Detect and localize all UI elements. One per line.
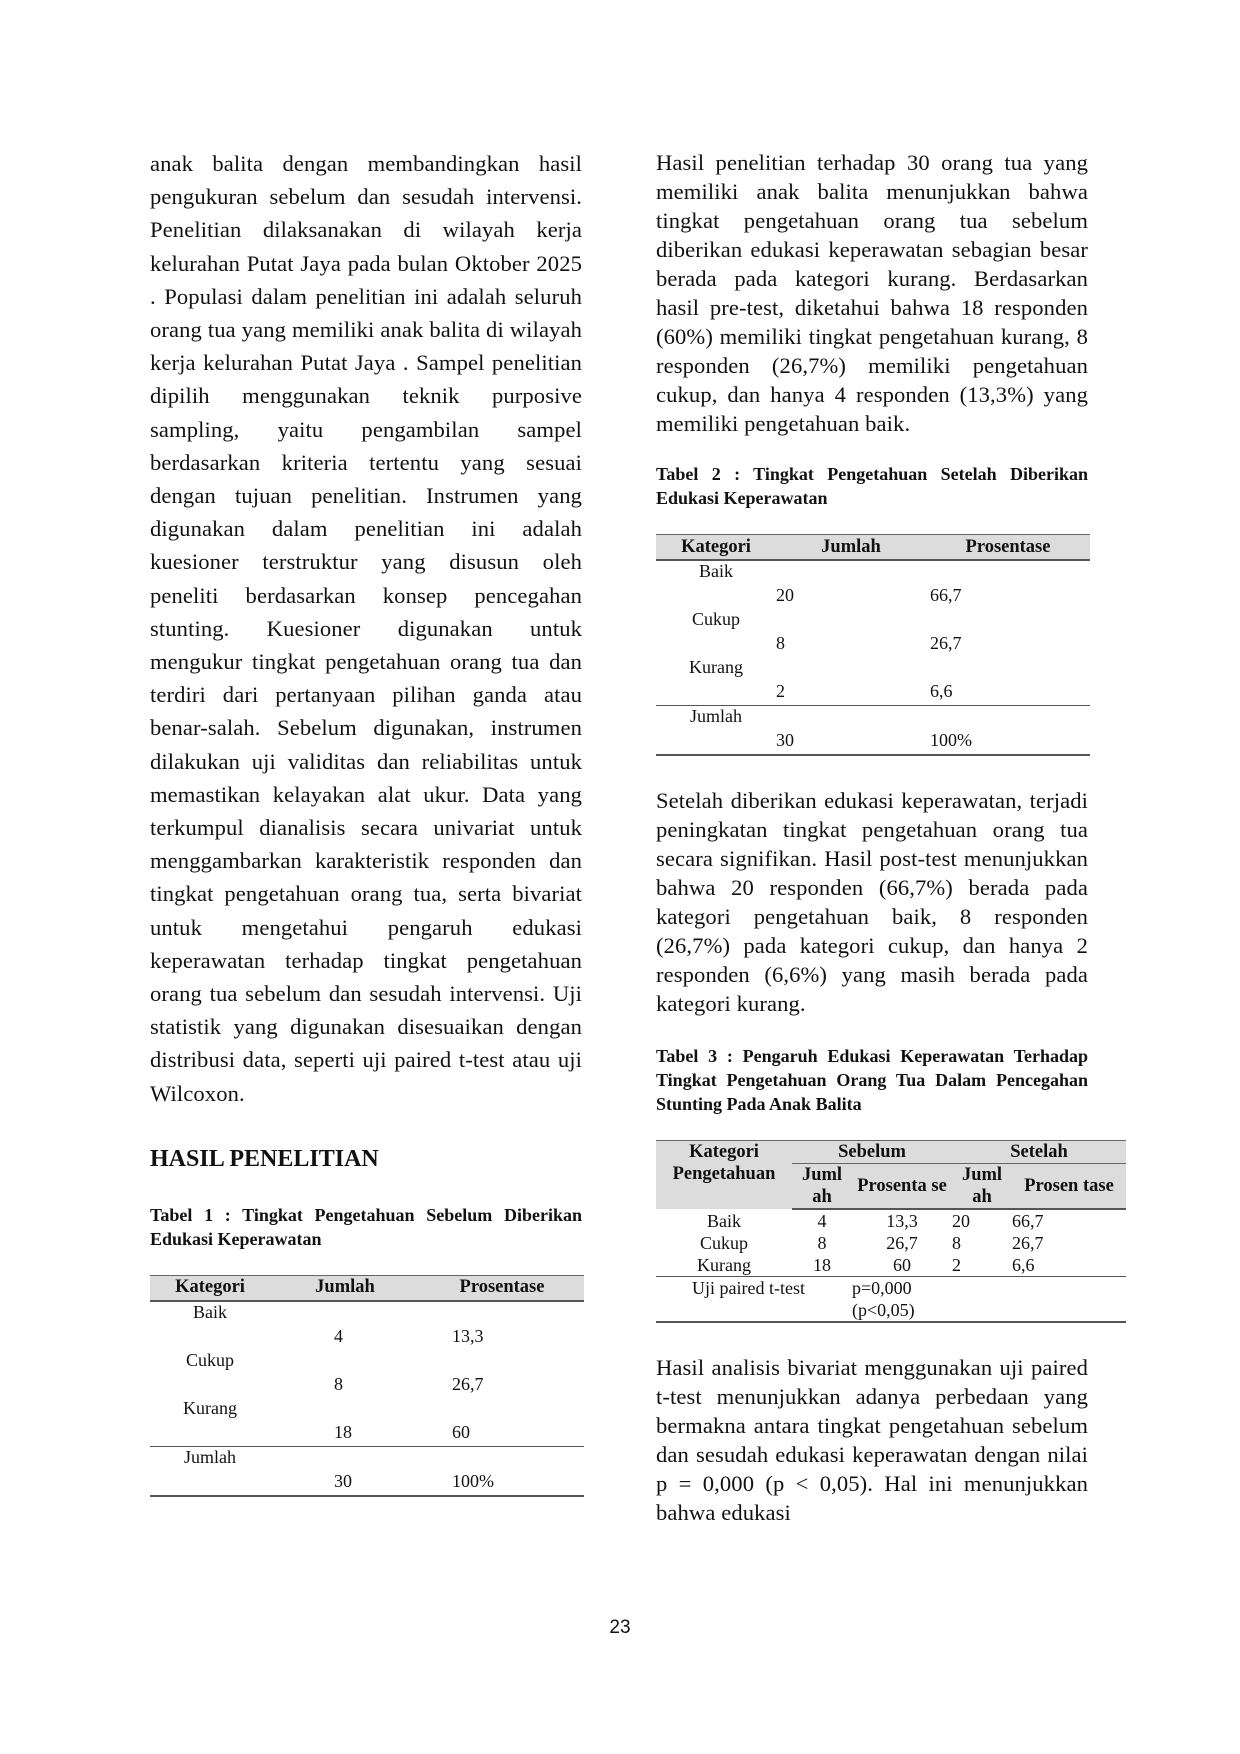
cell-kategori: Baik	[193, 1301, 227, 1322]
table-row-total	[150, 1446, 584, 1471]
cell-jumlah: 18	[334, 1421, 352, 1442]
cell-setelah-jumlah: 20	[952, 1211, 970, 1231]
table-row	[656, 1209, 1126, 1232]
column-subheader: Prosenta se	[852, 1164, 952, 1210]
cell-jumlah: 2	[776, 681, 785, 701]
column-header: Jumlah	[270, 1275, 420, 1301]
cell-uji-p2: (p<0,05)	[852, 1299, 1126, 1322]
table-row-uji	[656, 1277, 1126, 1300]
cell-kategori: Jumlah	[150, 1446, 270, 1471]
cell-jumlah: 30	[270, 1471, 420, 1496]
table-row	[150, 1350, 584, 1374]
right-column	[656, 148, 1114, 1527]
table-row	[656, 609, 1090, 633]
table-row	[656, 633, 1090, 657]
cell-jumlah: 8	[776, 633, 785, 653]
cell-kategori: Jumlah	[656, 706, 776, 731]
cell-prosentase: 13,3	[452, 1325, 484, 1346]
cell-uji-label: Uji paired t-test	[656, 1277, 852, 1300]
column-header: Kategori	[150, 1275, 270, 1301]
cell-sebelum-jumlah: 18	[813, 1255, 831, 1275]
table-row	[150, 1326, 584, 1350]
body-paragraph: anak balita dengan membandingkan hasil pengukuran sebelum dan sesudah intervensi. Penelitian dilaksanakan di wilayah kerja kelurahan Putat Jaya pada bulan Oktober 2025 . Populasi dalam penelitian ini adalah seluruh orang tua yang memiliki anak balita di wilayah kerja kelurahan Putat Jaya . Sampel penelitian dipilih menggunakan teknik purposive sampling, yaitu pengambilan sampel berdasarkan kriteria tertentu yang sesuai dengan tujuan penelitian. Instrumen yang digunakan dalam penelitian ini adalah kuesioner terstruktur yang disusun oleh peneliti berdasarkan konsep pencegahan stunting. Kuesioner digunakan untuk mengukur tingkat pengetahuan orang tua dan terdiri dari pertanyaan pilihan ganda atau benar-salah. Sebelum digunakan, instrumen dilakukan uji validitas dan reliabilitas untuk memastikan kelayakan alat ukur. Data yang terkumpul dianalisis secara univariat untuk menggambarkan karakteristik responden dan tingkat pengetahuan orang tua, serta bivariat untuk mengetahui pengaruh edukasi keperawatan terhadap tingkat pengetahuan orang tua sebelum dan sesudah intervensi. Uji statistik yang digunakan disesuaikan dengan distribusi data, seperti uji paired t-test atau uji Wilcoxon.	[150, 151, 582, 1106]
cell-jumlah: 4	[334, 1325, 343, 1346]
table-3	[656, 1140, 1126, 1323]
cell-kategori: Kurang	[697, 1255, 751, 1275]
table-row	[656, 657, 1090, 681]
table-caption: Tabel 2 : Tingkat Pengetahuan Setelah Diberikan Edukasi Keperawatan	[656, 464, 1088, 508]
cell-setelah-jumlah: 8	[952, 1233, 961, 1253]
cell-sebelum-prosentase: 26,7	[886, 1233, 918, 1253]
body-paragraph: Hasil analisis bivariat menggunakan uji paired t-test menunjukkan adanya perbedaan yang bermakna antara tingkat pengetahuan sebelum dan sesudah edukasi keperawatan dengan nilai p = 0,000 (p < 0,05). Hal ini menunjukkan bahwa edukasi	[656, 1355, 1088, 1525]
cell-sebelum-jumlah: 4	[817, 1211, 827, 1231]
column-header: Jumlah	[776, 535, 926, 561]
column-header: Setelah	[952, 1141, 1126, 1164]
table-1	[150, 1275, 584, 1497]
body-paragraph: Setelah diberikan edukasi keperawatan, terjadi peningkatan tingkat pengetahuan orang tua secara signifikan. Hasil post-test menunjukkan bahwa 20 responden (66,7%) berada pada kategori pengetahuan baik, 8 responden (26,7%) pada kategori cukup, dan hanya 2 responden (6,6%) yang masih berada pada kategori kurang.	[656, 788, 1088, 1016]
cell-setelah-prosentase: 66,7	[1012, 1211, 1044, 1231]
table-2	[656, 534, 1090, 756]
body-paragraph: Hasil penelitian terhadap 30 orang tua yang memiliki anak balita menunjukkan bahwa tingkat pengetahuan orang tua sebelum diberikan edukasi keperawatan sebagian besar berada pada kategori kurang. Berdasarkan hasil pre-test, diketahui bahwa 18 responden (60%) memiliki tingkat pengetahuan kurang, 8 responden (26,7%) memiliki pengetahuan cukup, dan hanya 4 responden (13,3%) yang memiliki pengetahuan baik.	[656, 150, 1088, 436]
column-header: Kategori	[656, 535, 776, 561]
table-caption: Tabel 1 : Tingkat Pengetahuan Sebelum Diberikan Edukasi Keperawatan	[150, 1204, 582, 1249]
cell-jumlah: 20	[776, 585, 794, 605]
table-row	[656, 560, 1090, 585]
table-row	[656, 681, 1090, 706]
table-row	[656, 585, 1090, 609]
cell-sebelum-prosentase: 60	[893, 1255, 911, 1275]
table-row-total	[656, 706, 1090, 731]
table-caption: Tabel 3 : Pengaruh Edukasi Keperawatan Terhadap Tingkat Pengetahuan Orang Tua Dalam Pencegahan Stunting Pada Anak Balita	[656, 1046, 1088, 1114]
cell-setelah-jumlah: 2	[952, 1255, 961, 1275]
page-number: 23	[609, 1617, 631, 1638]
cell-kategori: Cukup	[691, 609, 740, 629]
cell-jumlah: 8	[334, 1373, 343, 1394]
cell-setelah-prosentase: 6,6	[1012, 1255, 1035, 1275]
table-row	[150, 1398, 584, 1422]
cell-prosentase: 26,7	[452, 1373, 484, 1394]
cell-kategori: Kurang	[689, 657, 743, 677]
cell-prosentase: 100%	[926, 730, 1090, 755]
cell-kategori: Baik	[699, 561, 733, 581]
column-subheader: Juml ah	[952, 1164, 1012, 1210]
table-row	[150, 1301, 584, 1326]
cell-prosentase: 26,7	[930, 633, 962, 653]
cell-kategori: Cukup	[185, 1349, 234, 1370]
cell-prosentase: 66,7	[930, 585, 962, 605]
cell-kategori: Baik	[707, 1210, 741, 1231]
table-row	[150, 1374, 584, 1398]
table-row-total	[656, 730, 1090, 755]
cell-kategori: Cukup	[699, 1233, 748, 1253]
table-row-uji	[656, 1299, 1126, 1322]
cell-jumlah: 30	[776, 730, 926, 755]
cell-sebelum-jumlah: 8	[817, 1233, 827, 1253]
section-heading: HASIL PENELITIAN	[150, 1145, 379, 1172]
cell-setelah-prosentase: 26,7	[1012, 1233, 1044, 1253]
column-header: Prosentase	[420, 1275, 584, 1301]
table-row	[656, 1232, 1126, 1254]
column-header: Prosentase	[926, 535, 1090, 561]
column-header: Sebelum	[792, 1141, 952, 1164]
table-row	[656, 1254, 1126, 1277]
left-column	[150, 147, 582, 1497]
column-subheader: Prosen tase	[1012, 1164, 1126, 1210]
table-row-total	[150, 1471, 584, 1496]
cell-prosentase: 60	[452, 1421, 470, 1442]
cell-uji-p: p=0,000	[852, 1277, 1126, 1300]
cell-prosentase: 6,6	[930, 681, 953, 701]
column-subheader: Juml ah	[792, 1164, 852, 1210]
cell-sebelum-prosentase: 13,3	[886, 1211, 918, 1231]
column-header: Kategori Pengetahuan	[656, 1141, 792, 1210]
cell-prosentase: 100%	[420, 1471, 584, 1496]
table-row	[150, 1422, 584, 1447]
cell-kategori: Kurang	[183, 1397, 237, 1418]
